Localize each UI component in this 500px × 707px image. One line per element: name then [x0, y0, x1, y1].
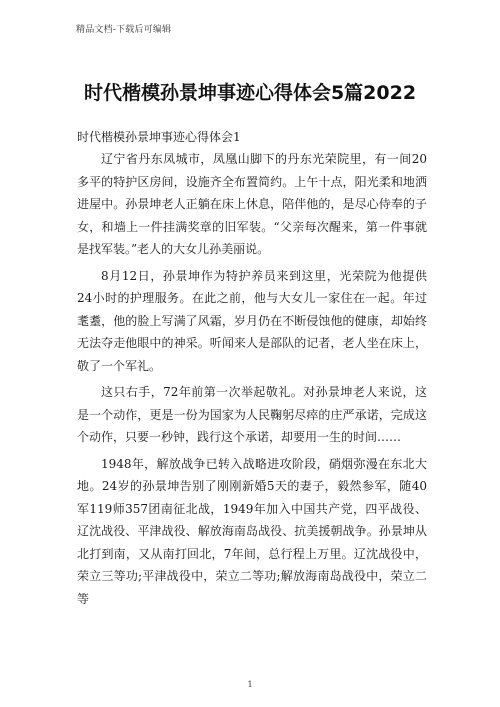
paragraph: 1948年，解放战争已转入战略进攻阶段，硝烟弥漫在东北大地。24岁的孙景坤告别了刚刚新婚5天的妻子，毅然参军，随40军119师357团南征北战，1949年加入中国共产党，四平战役、辽沈战役、平津战役、解放海南岛战役、抗美援朝战争。孙景坤从北打到南，又从南打回北，7年间，总行程上万里。辽沈战役中，荣立三等功;平津战役中，荣立二等功;解放海南岛战役中，荣立二等	[77, 456, 427, 606]
paragraph: 这只右手，72年前第一次举起敬礼。对孙景坤老人来说，这是一个动作，更是一份为国家为人民鞠躬尽瘁的庄严承诺，完成这个动作，只要一秒钟，践行这个承诺，却要用一生的时间……	[77, 385, 427, 444]
document-body	[77, 148, 427, 614]
paragraph: 8月12日，孙景坤作为特护养员来到这里，光荣院为他提供24小时的护理服务。在此之前，他与大女儿一家住在一起。年过耄耋，他的脸上写满了风霜，岁月仍在不断侵蚀他的健康，却始终无法夺走他眼中的神采。听闻来人是部队的记者，老人坐在床上，敬了一个军礼。	[77, 268, 427, 373]
header-note: 精品文档-下载后可编辑	[76, 25, 172, 35]
page-number: 1	[247, 680, 253, 689]
paragraph: 辽宁省丹东凤城市，凤凰山脚下的丹东光荣院里，有一间20多平的特护区房间，设施齐全布置简约。上午十点，阳光柔和地洒进屋中。孙景坤老人正躺在床上休息，陪伴他的，是尽心侍奉的子女，和墙上一件挂满奖章的旧军装。“父亲每次醒来，第一件事就是找军装。”老人的大女儿孙美丽说。	[77, 152, 427, 256]
document-subtitle: 时代楷模孙景坤事迹心得体会1	[77, 130, 241, 144]
document-title: 时代楷模孙景坤事迹心得体会5篇2022	[83, 82, 417, 104]
